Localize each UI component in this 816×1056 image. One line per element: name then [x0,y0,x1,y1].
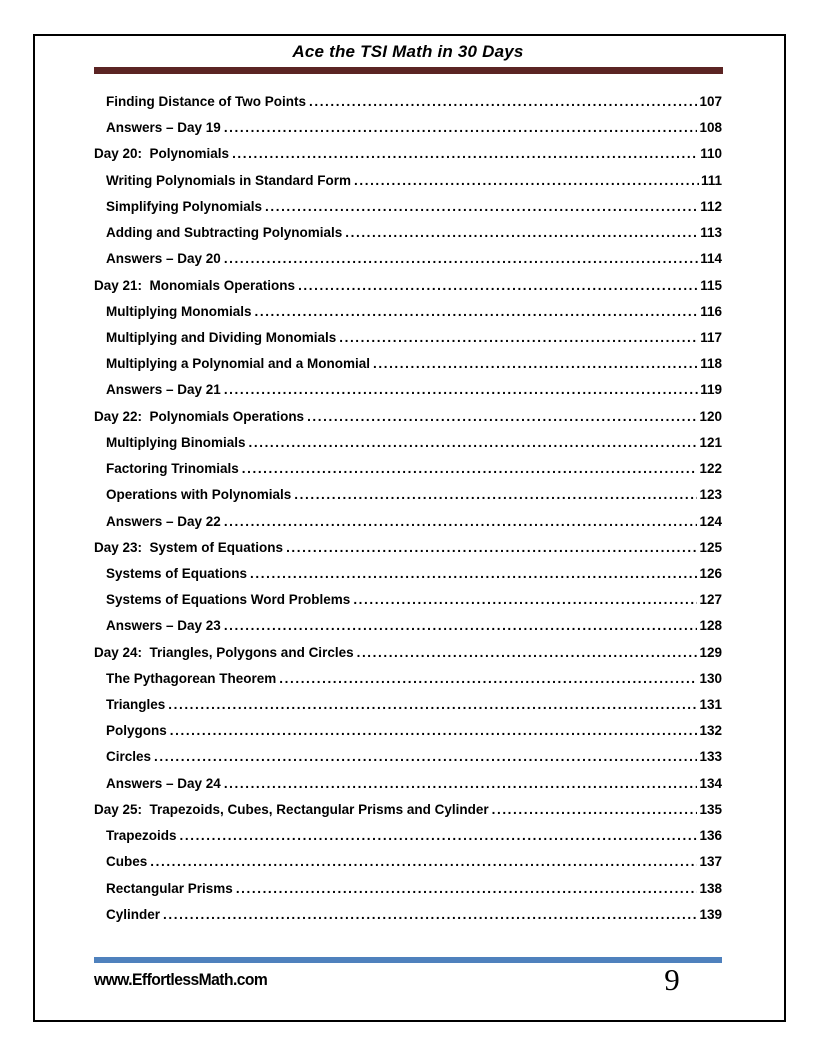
toc-leader-dots [224,514,698,529]
toc-entry[interactable] [94,330,722,356]
toc-entry-page: 115 [700,277,722,293]
toc-entry[interactable] [94,199,722,225]
toc-entry-label: Multiplying and Dividing Monomials [106,329,337,345]
toc-entry[interactable] [94,514,722,540]
toc-entry-label: Multiplying a Polynomial and a Monomial [106,356,371,372]
toc-leader-dots [168,697,697,712]
toc-entry-label: Finding Distance of Two Points [106,94,306,109]
toc-entry-label: Operations with Polynomials [106,487,292,503]
toc-entry-label: Circles [106,749,152,765]
header-rule-bar [94,67,723,74]
toc-entry-page: 114 [700,251,722,267]
toc-entry[interactable] [94,146,722,172]
toc-entry-label: Cylinder [106,906,161,922]
toc-list [94,94,722,933]
toc-entry-page: 136 [699,828,722,844]
toc-entry[interactable] [94,618,722,644]
toc-leader-dots [170,723,698,738]
toc-entry[interactable] [94,776,722,802]
toc-entry-label: Factoring Trinomials [106,461,239,477]
toc-entry-page: 129 [699,644,722,660]
toc-entry-page: 116 [700,303,722,319]
toc-entry[interactable] [94,723,722,749]
toc-leader-dots [224,382,698,397]
toc-entry-page: 108 [699,120,722,136]
toc-entry[interactable] [94,697,722,723]
toc-leader-dots [232,146,698,161]
toc-leader-dots [250,566,697,581]
toc-leader-dots [236,881,698,896]
toc-entry-page: 118 [700,356,722,372]
toc-leader-dots [242,461,698,476]
toc-entry[interactable] [94,907,722,933]
toc-entry-label: Systems of Equations Word Problems [106,592,351,608]
toc-entry-label: Answers – Day 19 [106,120,221,136]
toc-entry[interactable] [94,592,722,618]
toc-leader-dots [255,304,699,319]
toc-entry[interactable] [94,94,722,120]
toc-entry-label: Day 20: Polynomials [94,146,230,162]
toc-leader-dots [163,907,697,922]
toc-entry-label: Systems of Equations [106,565,248,581]
toc-entry-page: 117 [700,329,722,345]
toc-entry[interactable] [94,461,722,487]
toc-entry-page: 122 [699,461,722,477]
toc-leader-dots [307,409,697,424]
toc-entry[interactable] [94,749,722,775]
toc-entry-label: Day 21: Monomials Operations [94,277,296,293]
toc-entry-label: Answers – Day 20 [106,251,221,267]
toc-entry-page: 125 [699,539,722,555]
toc-entry-page: 110 [700,146,722,162]
toc-entry[interactable] [94,409,722,435]
toc-entry-page: 119 [700,382,722,398]
toc-entry-page: 139 [699,906,722,922]
toc-entry-label: Answers – Day 22 [106,513,221,529]
toc-entry-page: 107 [699,94,722,109]
toc-entry[interactable] [94,645,722,671]
toc-leader-dots [298,278,698,293]
toc-entry-label: Day 23: System of Equations [94,539,284,555]
toc-entry-page: 124 [699,513,722,529]
toc-entry-label: Writing Polynomials in Standard Form [106,172,352,188]
toc-entry-page: 135 [699,801,722,817]
toc-entry[interactable] [94,802,722,828]
toc-entry-page: 130 [699,670,722,686]
toc-entry[interactable] [94,566,722,592]
toc-entry-page: 127 [699,592,722,608]
toc-entry-label: Answers – Day 24 [106,775,221,791]
toc-entry-label: Day 22: Polynomials Operations [94,408,305,424]
toc-entry[interactable] [94,278,722,304]
toc-entry-label: Multiplying Binomials [106,434,246,450]
toc-entry[interactable] [94,382,722,408]
toc-leader-dots [286,540,697,555]
toc-leader-dots [354,173,699,188]
toc-entry-label: Polygons [106,723,167,739]
toc-entry[interactable] [94,304,722,330]
toc-entry-page: 128 [699,618,722,634]
toc-entry-page: 111 [700,172,722,188]
toc-leader-dots [339,330,698,345]
toc-leader-dots [353,592,697,607]
toc-leader-dots [357,645,698,660]
toc-entry-label: Rectangular Prisms [106,880,233,896]
toc-entry-label: Day 24: Triangles, Polygons and Circles [94,644,354,660]
toc-entry-label: Multiplying Monomials [106,303,252,319]
footer-url-link[interactable]: www.EffortlessMath.com [94,970,268,989]
page-number: 9 [664,962,680,997]
toc-entry-page: 112 [700,198,722,214]
toc-entry[interactable] [94,854,722,880]
toc-leader-dots [150,854,697,869]
toc-entry-page: 113 [700,225,722,241]
toc-leader-dots [224,120,698,135]
toc-entry-label: Answers – Day 21 [106,382,221,398]
toc-leader-dots [249,435,698,450]
toc-entry[interactable] [94,251,722,277]
toc-entry-label: The Pythagorean Theorem [106,670,277,686]
toc-entry[interactable] [94,487,722,513]
toc-entry[interactable] [94,225,722,251]
toc-leader-dots [224,618,698,633]
toc-entry[interactable] [94,671,722,697]
toc-entry-page: 123 [699,487,722,503]
toc-leader-dots [265,199,698,214]
page-title: Ace the TSI Math in 30 Days [292,42,524,61]
toc-entry[interactable] [94,881,722,907]
toc-entry[interactable] [94,356,722,382]
toc-entry-label: Simplifying Polynomials [106,198,263,214]
toc-leader-dots [224,251,698,266]
toc-entry-label: Triangles [106,697,166,713]
toc-entry-page: 138 [699,880,722,896]
toc-entry-label: Adding and Subtracting Polynomials [106,225,343,241]
toc-leader-dots [279,671,697,686]
toc-leader-dots [373,356,698,371]
toc-leader-dots [345,225,698,240]
toc-leader-dots [224,776,698,791]
toc-entry-page: 126 [699,565,722,581]
toc-entry-label: Day 25: Trapezoids, Cubes, Rectangular Prisms and Cylinder [94,801,489,817]
toc-entry-label: Cubes [106,854,148,870]
toc-entry[interactable] [94,120,722,146]
toc-leader-dots [294,487,697,502]
toc-entry-page: 134 [699,775,722,791]
toc-leader-dots [180,828,698,843]
toc-entry[interactable] [94,540,722,566]
toc-entry-page: 133 [699,749,722,765]
toc-leader-dots [154,749,697,764]
toc-entry[interactable] [94,828,722,854]
toc-entry-label: Answers – Day 23 [106,618,221,634]
toc-entry[interactable] [94,173,722,199]
toc-entry-page: 121 [699,434,722,450]
toc-entry-page: 132 [699,723,722,739]
toc-entry[interactable] [94,435,722,461]
toc-leader-dots [309,94,697,109]
toc-entry-label: Trapezoids [106,828,177,844]
toc-entry-page: 131 [699,697,722,713]
toc-entry-page: 120 [699,408,722,424]
toc-leader-dots [492,802,698,817]
toc-entry-page: 137 [699,854,722,870]
